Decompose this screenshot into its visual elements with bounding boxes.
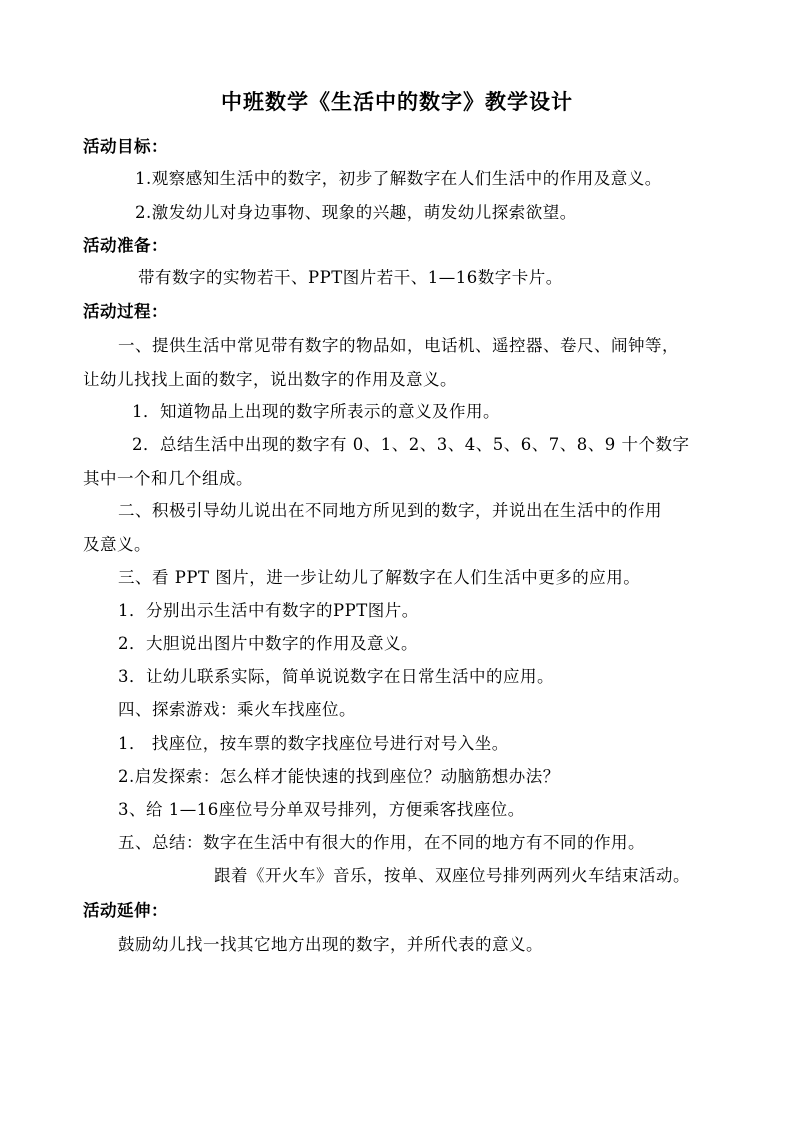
- process-line-1: 一、提供生活中常见带有数字的物品如，电话机、遥控器、卷尺、闹钟等，: [118, 336, 679, 355]
- process-line-17: 跟着《开火车》音乐，按单、双座位号排列两列火车结束活动。: [214, 866, 690, 885]
- process-line-2: 让幼儿找找上面的数字，说出数字的作用及意义。: [83, 370, 457, 389]
- extension-heading: 活动延伸：: [83, 901, 168, 920]
- process-line-10: 2．大胆说出图片中数字的作用及意义。: [118, 634, 418, 653]
- document-title: 中班数学《生活中的数字》教学设计: [221, 90, 573, 114]
- process-line-9: 1．分别出示生活中有数字的PPT图片。: [118, 601, 419, 620]
- process-line-4: 2．总结生活中出现的数字有 0、1、2、3、4、5、6、7、8、9 十个数字: [132, 435, 690, 454]
- process-line-14: 2.启发探索：怎么样才能快速的找到座位？动脑筋想办法？: [118, 767, 560, 786]
- goal-item-1: 1.观察感知生活中的数字，初步了解数字在人们生活中的作用及意义。: [135, 169, 662, 188]
- process-line-13: 1． 找座位，按车票的数字找座位号进行对号入坐。: [118, 734, 509, 753]
- process-line-16: 五、总结：数字在生活中有很大的作用，在不同的地方有不同的作用。: [118, 833, 645, 852]
- process-line-8: 三、看 PPT 图片，进一步让幼儿了解数字在人们生活中更多的应用。: [118, 568, 641, 587]
- process-line-5: 其中一个和几个组成。: [83, 469, 253, 488]
- process-line-7: 及意义。: [83, 535, 151, 554]
- goal-item-2: 2.激发幼儿对身边事物、现象的兴趣，萌发幼儿探索欲望。: [135, 203, 577, 222]
- process-heading: 活动过程：: [83, 302, 168, 321]
- preparation-heading: 活动准备：: [83, 236, 168, 255]
- extension-text: 鼓励幼儿找一找其它地方出现的数字，并所代表的意义。: [118, 935, 543, 954]
- process-line-3: 1．知道物品上出现的数字所表示的意义及作用。: [132, 402, 500, 421]
- preparation-text: 带有数字的实物若干、PPT图片若干、1—16数字卡片。: [138, 268, 563, 287]
- process-line-6: 二、积极引导幼儿说出在不同地方所见到的数字，并说出在生活中的作用: [118, 501, 662, 520]
- process-line-15: 3、给 1—16座位号分单双号排列，方便乘客找座位。: [118, 800, 525, 819]
- process-line-12: 四、探索游戏：乘火车找座位。: [118, 700, 356, 719]
- goals-heading: 活动目标：: [83, 137, 168, 156]
- process-line-11: 3．让幼儿联系实际，简单说说数字在日常生活中的应用。: [118, 667, 554, 686]
